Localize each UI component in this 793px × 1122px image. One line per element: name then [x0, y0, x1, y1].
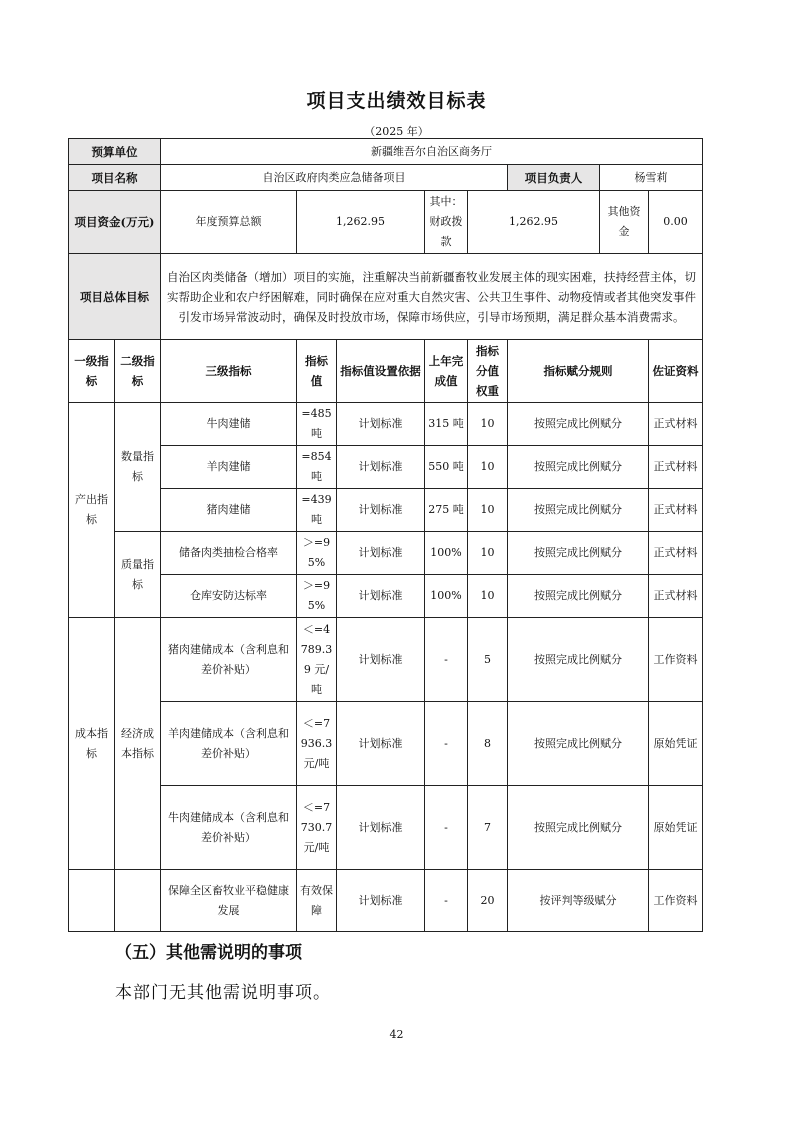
- indicator-target: ＜=7936.3 元/吨: [297, 702, 337, 786]
- indicator-weight: 10: [468, 446, 508, 489]
- annual-budget-label: 年度预算总额: [161, 191, 297, 254]
- indicator-last-year: -: [425, 618, 468, 702]
- indicator-last-year: 550 吨: [425, 446, 468, 489]
- table-row: [69, 489, 703, 532]
- indicator-last-year: 100%: [425, 532, 468, 575]
- indicator-rule: 按照完成比例赋分: [508, 446, 649, 489]
- indicator-weight: 7: [468, 786, 508, 870]
- indicator-name: 羊肉建储成本（含利息和差价补贴）: [161, 702, 297, 786]
- indicator-evidence: 原始凭证: [649, 786, 703, 870]
- empty-cell: [69, 870, 115, 932]
- indicator-name: 牛肉建储成本（含利息和差价补贴）: [161, 786, 297, 870]
- indicator-last-year: -: [425, 702, 468, 786]
- section-paragraph: 本部门无其他需说明事项。: [115, 983, 331, 1003]
- table-title: 项目支出绩效目标表: [306, 90, 487, 112]
- indicator-target: ＞=95%: [297, 575, 337, 618]
- table-row: [69, 786, 703, 870]
- indicator-name: 仓库安防达标率: [161, 575, 297, 618]
- indicator-name: 羊肉建储: [161, 446, 297, 489]
- budget-unit-label: 预算单位: [69, 139, 161, 165]
- indicator-target: =485吨: [297, 403, 337, 446]
- group-cost: 成本指标: [69, 618, 115, 870]
- indicator-evidence: 原始凭证: [649, 702, 703, 786]
- table-row: [69, 575, 703, 618]
- indicator-last-year: -: [425, 786, 468, 870]
- indicator-name: 猪肉建储成本（含利息和差价补贴）: [161, 618, 297, 702]
- section-heading: （五）其他需说明的事项: [115, 943, 302, 963]
- budget-unit-row: [69, 139, 703, 165]
- funds-label: 项目资金(万元): [69, 191, 161, 254]
- indicator-basis: 计划标准: [337, 575, 425, 618]
- indicator-evidence: 工作资料: [649, 618, 703, 702]
- col-level1: 一级指标: [69, 340, 115, 403]
- indicator-target: ＜=4789.39 元/吨: [297, 618, 337, 702]
- table-row: [69, 702, 703, 786]
- performance-table: [68, 138, 703, 932]
- col-basis: 指标值设置依据: [337, 340, 425, 403]
- indicator-basis: 计划标准: [337, 532, 425, 575]
- indicator-rule: 按照完成比例赋分: [508, 403, 649, 446]
- indicator-rule: 按照完成比例赋分: [508, 702, 649, 786]
- indicator-basis: 计划标准: [337, 446, 425, 489]
- other-funds-value: 0.00: [649, 191, 703, 254]
- indicator-weight: 10: [468, 532, 508, 575]
- indicator-name: 牛肉建储: [161, 403, 297, 446]
- indicator-basis: 计划标准: [337, 786, 425, 870]
- other-funds-label: 其他资金: [600, 191, 649, 254]
- table-row: [69, 618, 703, 702]
- group-quantity: 数量指标: [115, 403, 161, 532]
- annual-budget-value: 1,262.95: [297, 191, 425, 254]
- empty-cell: [115, 870, 161, 932]
- col-level2: 二级指标: [115, 340, 161, 403]
- indicator-target: =439吨: [297, 489, 337, 532]
- col-last-year: 上年完成值: [425, 340, 468, 403]
- group-quality: 质量指标: [115, 532, 161, 618]
- indicator-name: 储备肉类抽检合格率: [161, 532, 297, 575]
- indicator-evidence: 正式材料: [649, 446, 703, 489]
- indicator-last-year: 315 吨: [425, 403, 468, 446]
- indicator-evidence: 正式材料: [649, 575, 703, 618]
- manager-label: 项目负责人: [508, 165, 600, 191]
- funds-row: [69, 191, 703, 254]
- indicator-last-year: 275 吨: [425, 489, 468, 532]
- fiscal-value: 1,262.95: [468, 191, 600, 254]
- col-rule: 指标赋分规则: [508, 340, 649, 403]
- indicator-name: 保障全区畜牧业平稳健康发展: [161, 870, 297, 932]
- col-target: 指标值: [297, 340, 337, 403]
- indicator-target: ＞=95%: [297, 532, 337, 575]
- fiscal-label: 其中：财政拨款: [425, 191, 468, 254]
- indicator-evidence: 正式材料: [649, 489, 703, 532]
- indicator-weight: 20: [468, 870, 508, 932]
- col-evidence: 佐证资料: [649, 340, 703, 403]
- indicator-last-year: 100%: [425, 575, 468, 618]
- indicator-rule: 按照完成比例赋分: [508, 489, 649, 532]
- col-weight: 指标分值权重: [468, 340, 508, 403]
- table-row: [69, 532, 703, 575]
- indicator-target: 有效保障: [297, 870, 337, 932]
- table-year: （2025 年）: [364, 125, 429, 138]
- budget-unit-value: 新疆维吾尔自治区商务厅: [161, 139, 703, 165]
- group-economic-cost: 经济成本指标: [115, 618, 161, 870]
- goal-text: 自治区肉类储备（增加）项目的实施，注重解决当前新疆畜牧业发展主体的现实困难，扶持经营主体，切实帮助企业和农户纾困解难，同时确保在应对重大自然灾害、公共卫生事件、动物疫情或者其他突发事件引发市场异常波动时，确保及时投放市场，保障市场供应，引导市场预期，满足群众基本消费需求。: [161, 254, 703, 340]
- indicator-rule: 按照完成比例赋分: [508, 575, 649, 618]
- indicator-basis: 计划标准: [337, 702, 425, 786]
- indicator-basis: 计划标准: [337, 403, 425, 446]
- indicator-target: ＜=7730.7 元/吨: [297, 786, 337, 870]
- project-name-value: 自治区政府肉类应急储备项目: [161, 165, 508, 191]
- table-row: [69, 446, 703, 489]
- indicator-rule: 按照完成比例赋分: [508, 786, 649, 870]
- project-name-row: [69, 165, 703, 191]
- goal-row: [69, 254, 703, 340]
- indicator-evidence: 正式材料: [649, 532, 703, 575]
- table-row: [69, 870, 703, 932]
- indicator-basis: 计划标准: [337, 489, 425, 532]
- indicator-weight: 5: [468, 618, 508, 702]
- col-level3: 三级指标: [161, 340, 297, 403]
- group-output: 产出指标: [69, 403, 115, 618]
- indicator-weight: 10: [468, 403, 508, 446]
- goal-label: 项目总体目标: [69, 254, 161, 340]
- manager-value: 杨雪莉: [600, 165, 703, 191]
- indicator-last-year: -: [425, 870, 468, 932]
- indicator-rule: 按照完成比例赋分: [508, 618, 649, 702]
- indicator-weight: 10: [468, 575, 508, 618]
- indicator-name: 猪肉建储: [161, 489, 297, 532]
- indicator-evidence: 工作资料: [649, 870, 703, 932]
- indicator-weight: 10: [468, 489, 508, 532]
- indicator-target: =854吨: [297, 446, 337, 489]
- table-row: [69, 403, 703, 446]
- page-number: 42: [389, 1028, 404, 1041]
- column-header-row: [69, 340, 703, 403]
- indicator-rule: 按评判等级赋分: [508, 870, 649, 932]
- indicator-basis: 计划标准: [337, 870, 425, 932]
- indicator-rule: 按照完成比例赋分: [508, 532, 649, 575]
- indicator-basis: 计划标准: [337, 618, 425, 702]
- indicator-weight: 8: [468, 702, 508, 786]
- indicator-evidence: 正式材料: [649, 403, 703, 446]
- project-name-label: 项目名称: [69, 165, 161, 191]
